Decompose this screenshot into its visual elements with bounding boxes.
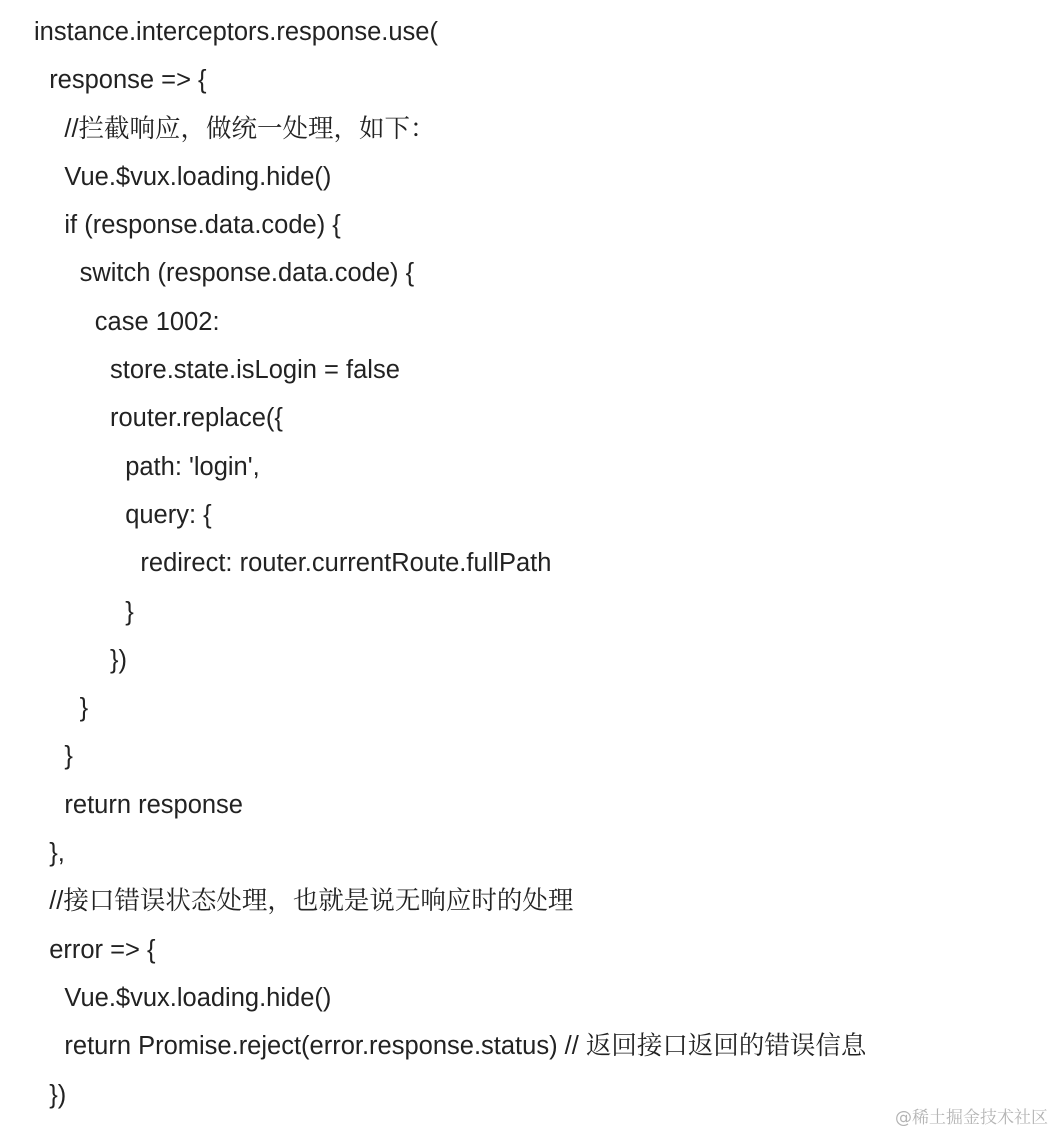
code-line: }) (49, 1080, 67, 1109)
code-line: } (125, 597, 134, 626)
code-line: response => { (49, 66, 207, 95)
code-line: Vue.$vux.loading.hide() (64, 983, 332, 1012)
code-line: error => { (49, 935, 156, 964)
code-line: }) (110, 645, 128, 674)
code-line: router.replace({ (110, 404, 283, 433)
code-line: case 1002: (94, 307, 220, 336)
code-line: redirect: router.currentRoute.fullPath (140, 549, 552, 578)
code-line: if (response.data.code) { (64, 211, 341, 240)
code-line: }, (49, 839, 65, 868)
code-line: Vue.$vux.loading.hide() (64, 162, 332, 191)
code-line: return Promise.reject(error.response.status) // 返回接口返回的错误信息 (64, 1032, 867, 1061)
watermark: @稀土掘金技术社区 (895, 1108, 1048, 1128)
code-line: //接口错误状态处理，也就是说无响应时的处理 (49, 887, 574, 916)
code-line: return response (64, 790, 243, 819)
code-line: switch (response.data.code) { (79, 259, 415, 288)
code-line: path: 'login', (125, 452, 260, 481)
code-line: } (64, 742, 73, 771)
code-line: } (79, 694, 89, 723)
code-line: store.state.isLogin = false (110, 356, 400, 385)
code-line: query: { (125, 500, 212, 529)
code-line: instance.interceptors.response.use( (34, 18, 438, 46)
code-block (34, 8, 866, 1119)
code-line: //拦截响应，做统一处理，如下： (64, 114, 436, 143)
